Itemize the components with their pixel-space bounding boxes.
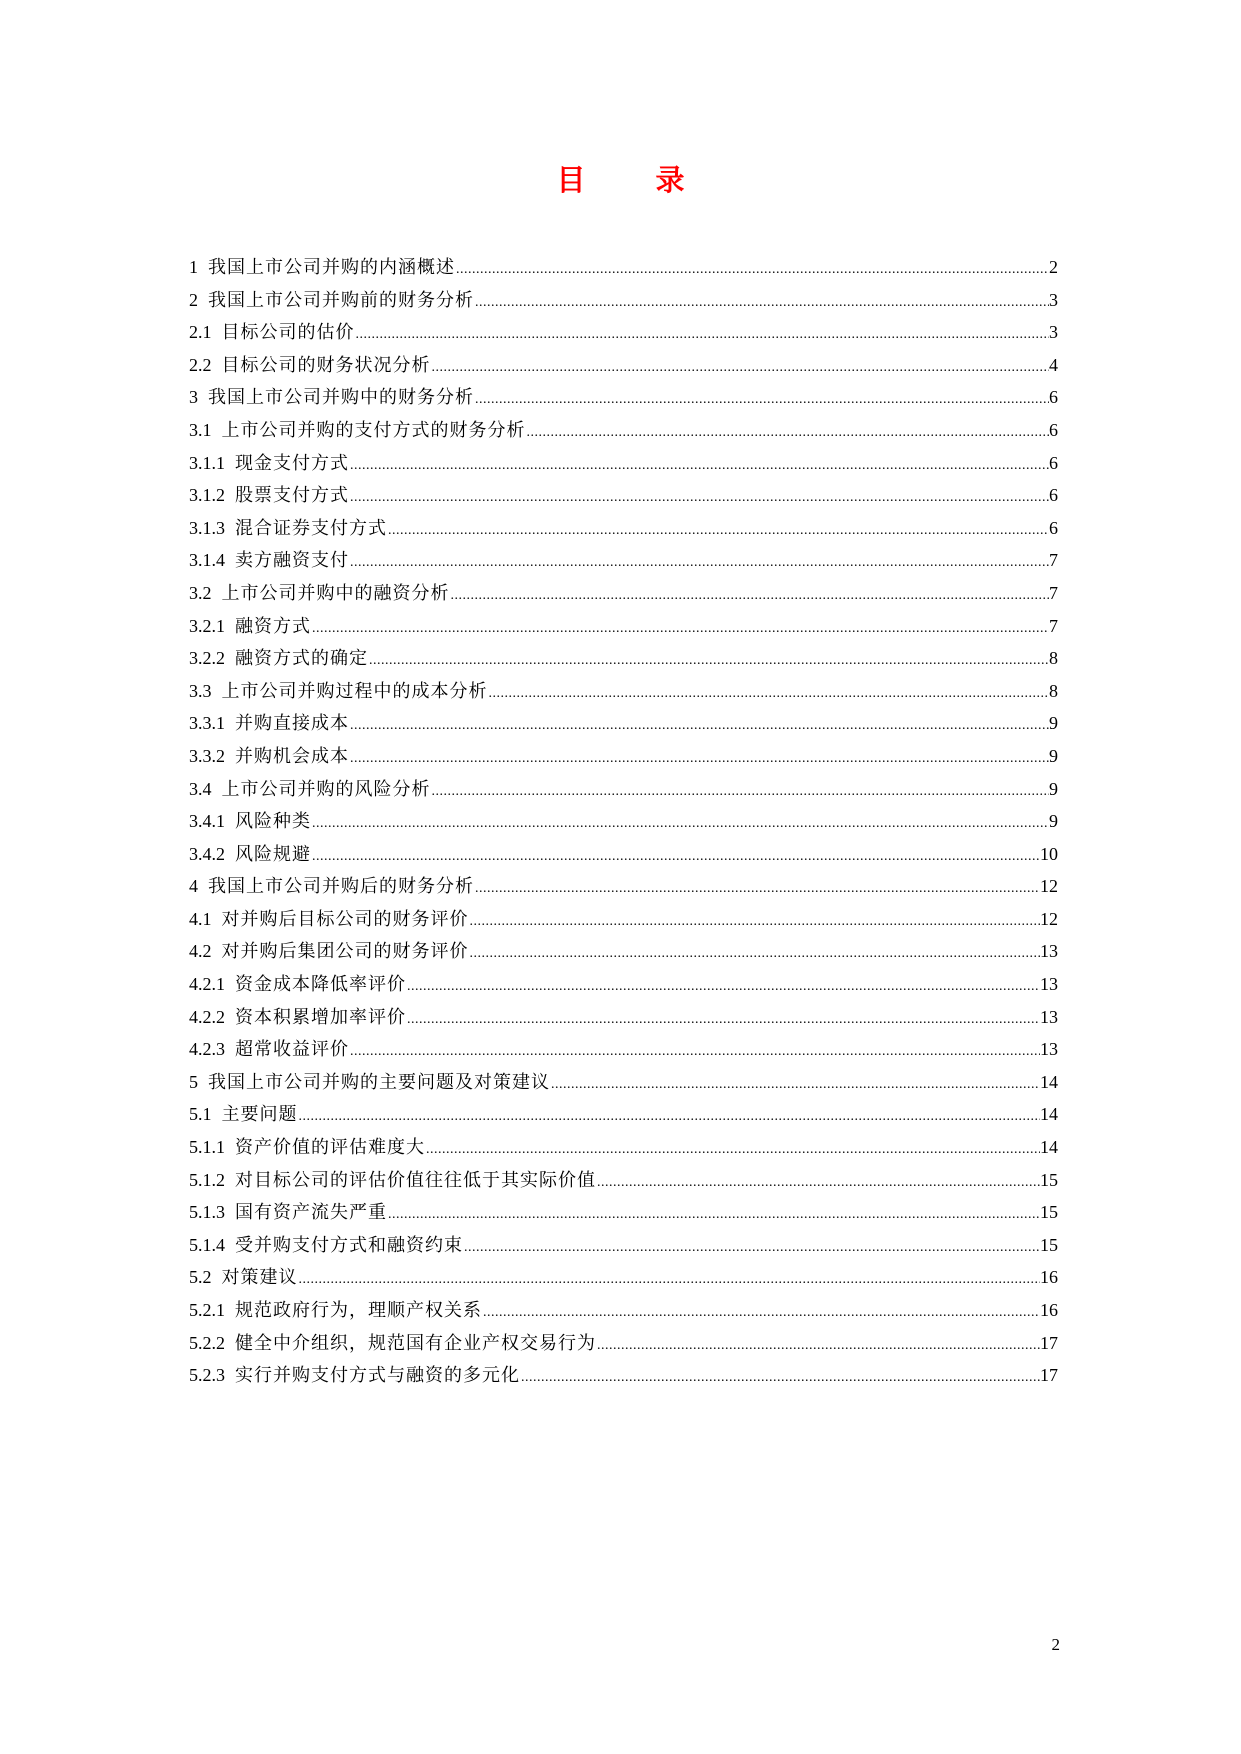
toc-entry-page: 12 <box>1040 908 1058 929</box>
toc-entry-number: 3.3.1 <box>189 713 225 734</box>
toc-entry-number: 3.3.2 <box>189 745 225 766</box>
toc-entry[interactable] <box>189 447 1058 480</box>
toc-dot-leader <box>311 841 1040 874</box>
toc-entry-page: 7 <box>1049 615 1058 636</box>
toc-entry[interactable] <box>189 284 1058 317</box>
toc-entry[interactable] <box>189 544 1058 577</box>
toc-dot-leader <box>406 1004 1040 1037</box>
toc-entry[interactable] <box>189 479 1058 512</box>
toc-entry-page: 3 <box>1049 322 1058 343</box>
toc-dot-leader <box>349 450 1049 483</box>
toc-entry-number: 4.2.2 <box>189 1006 225 1027</box>
toc-dot-leader <box>349 1036 1040 1069</box>
toc-entry[interactable] <box>189 805 1058 838</box>
toc-dot-leader <box>311 613 1049 646</box>
toc-entry-number: 3 <box>189 387 198 408</box>
toc-entry-page: 9 <box>1049 811 1058 832</box>
toc-entry[interactable] <box>189 577 1058 610</box>
toc-entry-number: 3.2.2 <box>189 648 225 669</box>
toc-entry[interactable] <box>189 1001 1058 1034</box>
toc-entry-page: 6 <box>1049 419 1058 440</box>
toc-entry[interactable] <box>189 740 1058 773</box>
toc-entry-number: 4.2.3 <box>189 1039 225 1060</box>
page-number: 2 <box>1051 1635 1060 1654</box>
toc-entry-page: 10 <box>1040 843 1058 864</box>
toc-entry-number: 4 <box>189 876 198 897</box>
toc-entry-number: 1 <box>189 257 198 277</box>
toc-entry-number: 3.2 <box>189 582 212 603</box>
toc-entry-page: 9 <box>1049 745 1058 766</box>
toc-dot-leader <box>298 1264 1041 1297</box>
toc-entry[interactable] <box>189 838 1058 871</box>
toc-dot-leader <box>482 1297 1040 1330</box>
toc-entry-number: 5 <box>189 1071 198 1092</box>
toc-entry-number: 3.4 <box>189 778 212 799</box>
toc-dot-leader <box>450 580 1050 613</box>
toc-entry[interactable] <box>189 707 1058 740</box>
toc-dot-leader <box>349 482 1049 515</box>
toc-entry-title: 上市公司并购中的融资分析 <box>221 582 450 604</box>
toc-dot-leader <box>368 645 1049 678</box>
toc-entry-page: 6 <box>1049 387 1058 408</box>
toc-entry-page: 3 <box>1049 289 1058 310</box>
toc-entry-title: 我国上市公司并购前的财务分析 <box>208 289 474 311</box>
toc-entry-page: 16 <box>1040 1267 1058 1288</box>
toc-entry-number: 5.1.1 <box>189 1137 225 1158</box>
toc-entry-number: 2.1 <box>189 322 212 343</box>
toc-entry[interactable] <box>189 349 1058 382</box>
toc-entry-number: 4.2 <box>189 941 212 962</box>
toc-dot-leader <box>474 287 1049 320</box>
toc-entry[interactable] <box>189 968 1058 1001</box>
toc-dot-leader <box>520 1362 1040 1395</box>
toc-entry-page: 8 <box>1049 680 1058 701</box>
toc-dot-leader <box>596 1167 1040 1200</box>
toc-entry[interactable] <box>189 903 1058 936</box>
toc-entry-page: 6 <box>1049 452 1058 473</box>
toc-entry-title: 受并购支付方式和融资约束 <box>235 1234 463 1256</box>
toc-entry-title: 国有资产流失严重 <box>235 1202 387 1224</box>
toc-entry-title: 我国上市公司并购的主要问题及对策建议 <box>208 1071 550 1093</box>
toc-entry-title: 卖方融资支付 <box>235 550 349 572</box>
toc-entry[interactable] <box>189 870 1058 903</box>
toc-entry[interactable] <box>189 642 1058 675</box>
toc-dot-leader <box>349 710 1049 743</box>
toc-entry-page: 14 <box>1040 1104 1058 1125</box>
toc-entry-title: 健全中介组织，规范国有企业产权交易行为 <box>235 1332 596 1354</box>
toc-entry-title: 上市公司并购的风险分析 <box>221 778 431 800</box>
toc-entry-title: 实行并购支付方式与融资的多元化 <box>235 1365 520 1387</box>
page-title: 目 录 <box>556 163 715 197</box>
toc-entry-page: 9 <box>1049 778 1058 799</box>
toc-dot-leader <box>526 417 1050 450</box>
toc-entry-page: 17 <box>1040 1332 1058 1353</box>
toc-entry-title: 融资方式 <box>235 615 311 637</box>
toc-entry-number: 4.2.1 <box>189 974 225 995</box>
toc-entry-page: 13 <box>1040 974 1058 995</box>
toc-entry-number: 3.1 <box>189 419 212 440</box>
toc-entry-page: 7 <box>1049 550 1058 571</box>
toc-entry-number: 4.1 <box>189 908 212 929</box>
toc-entry-page: 6 <box>1049 517 1058 538</box>
toc-dot-leader <box>355 319 1050 352</box>
toc-entry-number: 3.2.1 <box>189 615 225 636</box>
toc-entry-title: 风险种类 <box>235 811 311 833</box>
toc-dot-leader <box>596 1330 1040 1363</box>
toc-dot-leader <box>349 743 1049 776</box>
toc-dot-leader <box>431 776 1050 809</box>
toc-entry-title: 对目标公司的评估价值往往低于其实际价值 <box>235 1169 596 1191</box>
toc-entry-page: 8 <box>1049 648 1058 669</box>
toc-dot-leader <box>406 971 1040 1004</box>
toc-dot-leader <box>387 1199 1040 1232</box>
toc-entry[interactable] <box>189 1066 1058 1099</box>
toc-entry[interactable] <box>189 1229 1058 1262</box>
toc-entry-page: 12 <box>1040 876 1058 897</box>
toc-entry-number: 3.1.1 <box>189 452 225 473</box>
toc-entry-title: 混合证券支付方式 <box>235 517 387 539</box>
toc-entry[interactable] <box>189 316 1058 349</box>
toc-entry[interactable] <box>189 1164 1058 1197</box>
toc-entry-title: 对并购后集团公司的财务评价 <box>221 941 469 963</box>
toc-entry[interactable] <box>189 1033 1058 1066</box>
toc-entry-page: 9 <box>1049 713 1058 734</box>
toc-entry-title: 对策建议 <box>221 1267 298 1289</box>
toc-entry-title: 资本积累增加率评价 <box>235 1006 406 1028</box>
toc-entry-page: 13 <box>1040 941 1058 962</box>
toc-entry-title: 目标公司的估价 <box>221 322 355 344</box>
toc-entry-page: 4 <box>1049 354 1058 375</box>
toc-entry-title: 风险规避 <box>235 843 311 865</box>
toc-dot-leader <box>469 938 1041 971</box>
table-of-contents <box>189 251 1058 1392</box>
toc-entry-title: 并购直接成本 <box>235 713 349 735</box>
toc-entry-page: 2 <box>1049 257 1058 277</box>
toc-dot-leader <box>455 254 1049 287</box>
toc-entry[interactable] <box>189 1196 1058 1229</box>
toc-entry[interactable] <box>189 610 1058 643</box>
toc-dot-leader <box>550 1069 1040 1102</box>
toc-entry-title: 并购机会成本 <box>235 745 349 767</box>
toc-entry-page: 14 <box>1040 1137 1058 1158</box>
toc-entry-title: 对并购后目标公司的财务评价 <box>221 908 469 930</box>
toc-entry-number: 5.1.3 <box>189 1202 225 1223</box>
toc-entry-title: 股票支付方式 <box>235 485 349 507</box>
toc-entry-number: 3.4.1 <box>189 811 225 832</box>
toc-entry[interactable] <box>189 512 1058 545</box>
toc-entry-page: 16 <box>1040 1300 1058 1320</box>
toc-entry-page: 13 <box>1040 1006 1058 1027</box>
toc-entry[interactable] <box>189 1327 1058 1360</box>
toc-dot-leader <box>349 547 1049 580</box>
toc-dot-leader <box>311 808 1049 841</box>
toc-entry-number: 5.1.4 <box>189 1234 225 1255</box>
toc-dot-leader <box>488 678 1050 711</box>
toc-entry-page: 15 <box>1040 1169 1058 1190</box>
toc-entry[interactable] <box>189 251 1058 284</box>
toc-entry-number: 3.4.2 <box>189 843 225 864</box>
toc-entry-number: 5.2.3 <box>189 1365 225 1386</box>
toc-entry-number: 5.2 <box>189 1267 212 1288</box>
toc-dot-leader <box>298 1101 1041 1134</box>
toc-entry-title: 目标公司的财务状况分析 <box>221 354 431 376</box>
toc-entry-number: 3.3 <box>189 680 212 701</box>
toc-entry-number: 3.1.3 <box>189 517 225 538</box>
toc-entry-title: 上市公司并购过程中的成本分析 <box>221 680 488 702</box>
toc-entry-title: 上市公司并购的支付方式的财务分析 <box>221 419 526 441</box>
toc-entry-number: 3.1.2 <box>189 485 225 506</box>
toc-entry-title: 资产价值的评估难度大 <box>235 1137 425 1159</box>
toc-entry-page: 6 <box>1049 485 1058 506</box>
toc-entry-page: 15 <box>1040 1234 1058 1255</box>
toc-entry-title: 我国上市公司并购后的财务分析 <box>208 876 474 898</box>
toc-entry-title: 规范政府行为，理顺产权关系 <box>235 1300 482 1321</box>
toc-entry-page: 7 <box>1049 582 1058 603</box>
toc-dot-leader <box>469 906 1041 939</box>
toc-entry-number: 5.1.2 <box>189 1169 225 1190</box>
toc-entry-title: 融资方式的确定 <box>235 648 368 670</box>
toc-entry-number: 2 <box>189 289 198 310</box>
toc-entry-title: 我国上市公司并购中的财务分析 <box>208 387 474 409</box>
toc-entry-number: 3.1.4 <box>189 550 225 571</box>
toc-dot-leader <box>463 1232 1040 1265</box>
toc-dot-leader <box>387 515 1049 548</box>
toc-entry-page: 13 <box>1040 1039 1058 1060</box>
toc-dot-leader <box>474 873 1040 906</box>
toc-entry-number: 5.2.1 <box>189 1300 225 1320</box>
toc-entry[interactable] <box>189 675 1058 708</box>
toc-entry[interactable] <box>189 1359 1058 1392</box>
toc-entry-title: 主要问题 <box>221 1104 298 1126</box>
toc-dot-leader <box>431 352 1050 385</box>
toc-entry-title: 超常收益评价 <box>235 1039 349 1061</box>
toc-entry[interactable] <box>189 381 1058 414</box>
toc-entry[interactable] <box>189 773 1058 806</box>
toc-entry[interactable] <box>189 1261 1058 1294</box>
toc-entry-number: 5.2.2 <box>189 1332 225 1353</box>
toc-entry-title: 我国上市公司并购的内涵概述 <box>208 257 455 278</box>
toc-dot-leader <box>425 1134 1040 1167</box>
toc-entry[interactable] <box>189 1294 1058 1327</box>
toc-entry-page: 14 <box>1040 1071 1058 1092</box>
toc-entry-number: 5.1 <box>189 1104 212 1125</box>
toc-entry[interactable] <box>189 414 1058 447</box>
toc-entry[interactable] <box>189 1098 1058 1131</box>
toc-entry[interactable] <box>189 935 1058 968</box>
toc-dot-leader <box>474 384 1049 417</box>
toc-entry[interactable] <box>189 1131 1058 1164</box>
toc-entry-title: 现金支付方式 <box>235 452 349 474</box>
toc-entry-page: 17 <box>1040 1365 1058 1386</box>
toc-entry-number: 2.2 <box>189 354 212 375</box>
toc-entry-page: 15 <box>1040 1202 1058 1223</box>
toc-entry-title: 资金成本降低率评价 <box>235 974 406 996</box>
